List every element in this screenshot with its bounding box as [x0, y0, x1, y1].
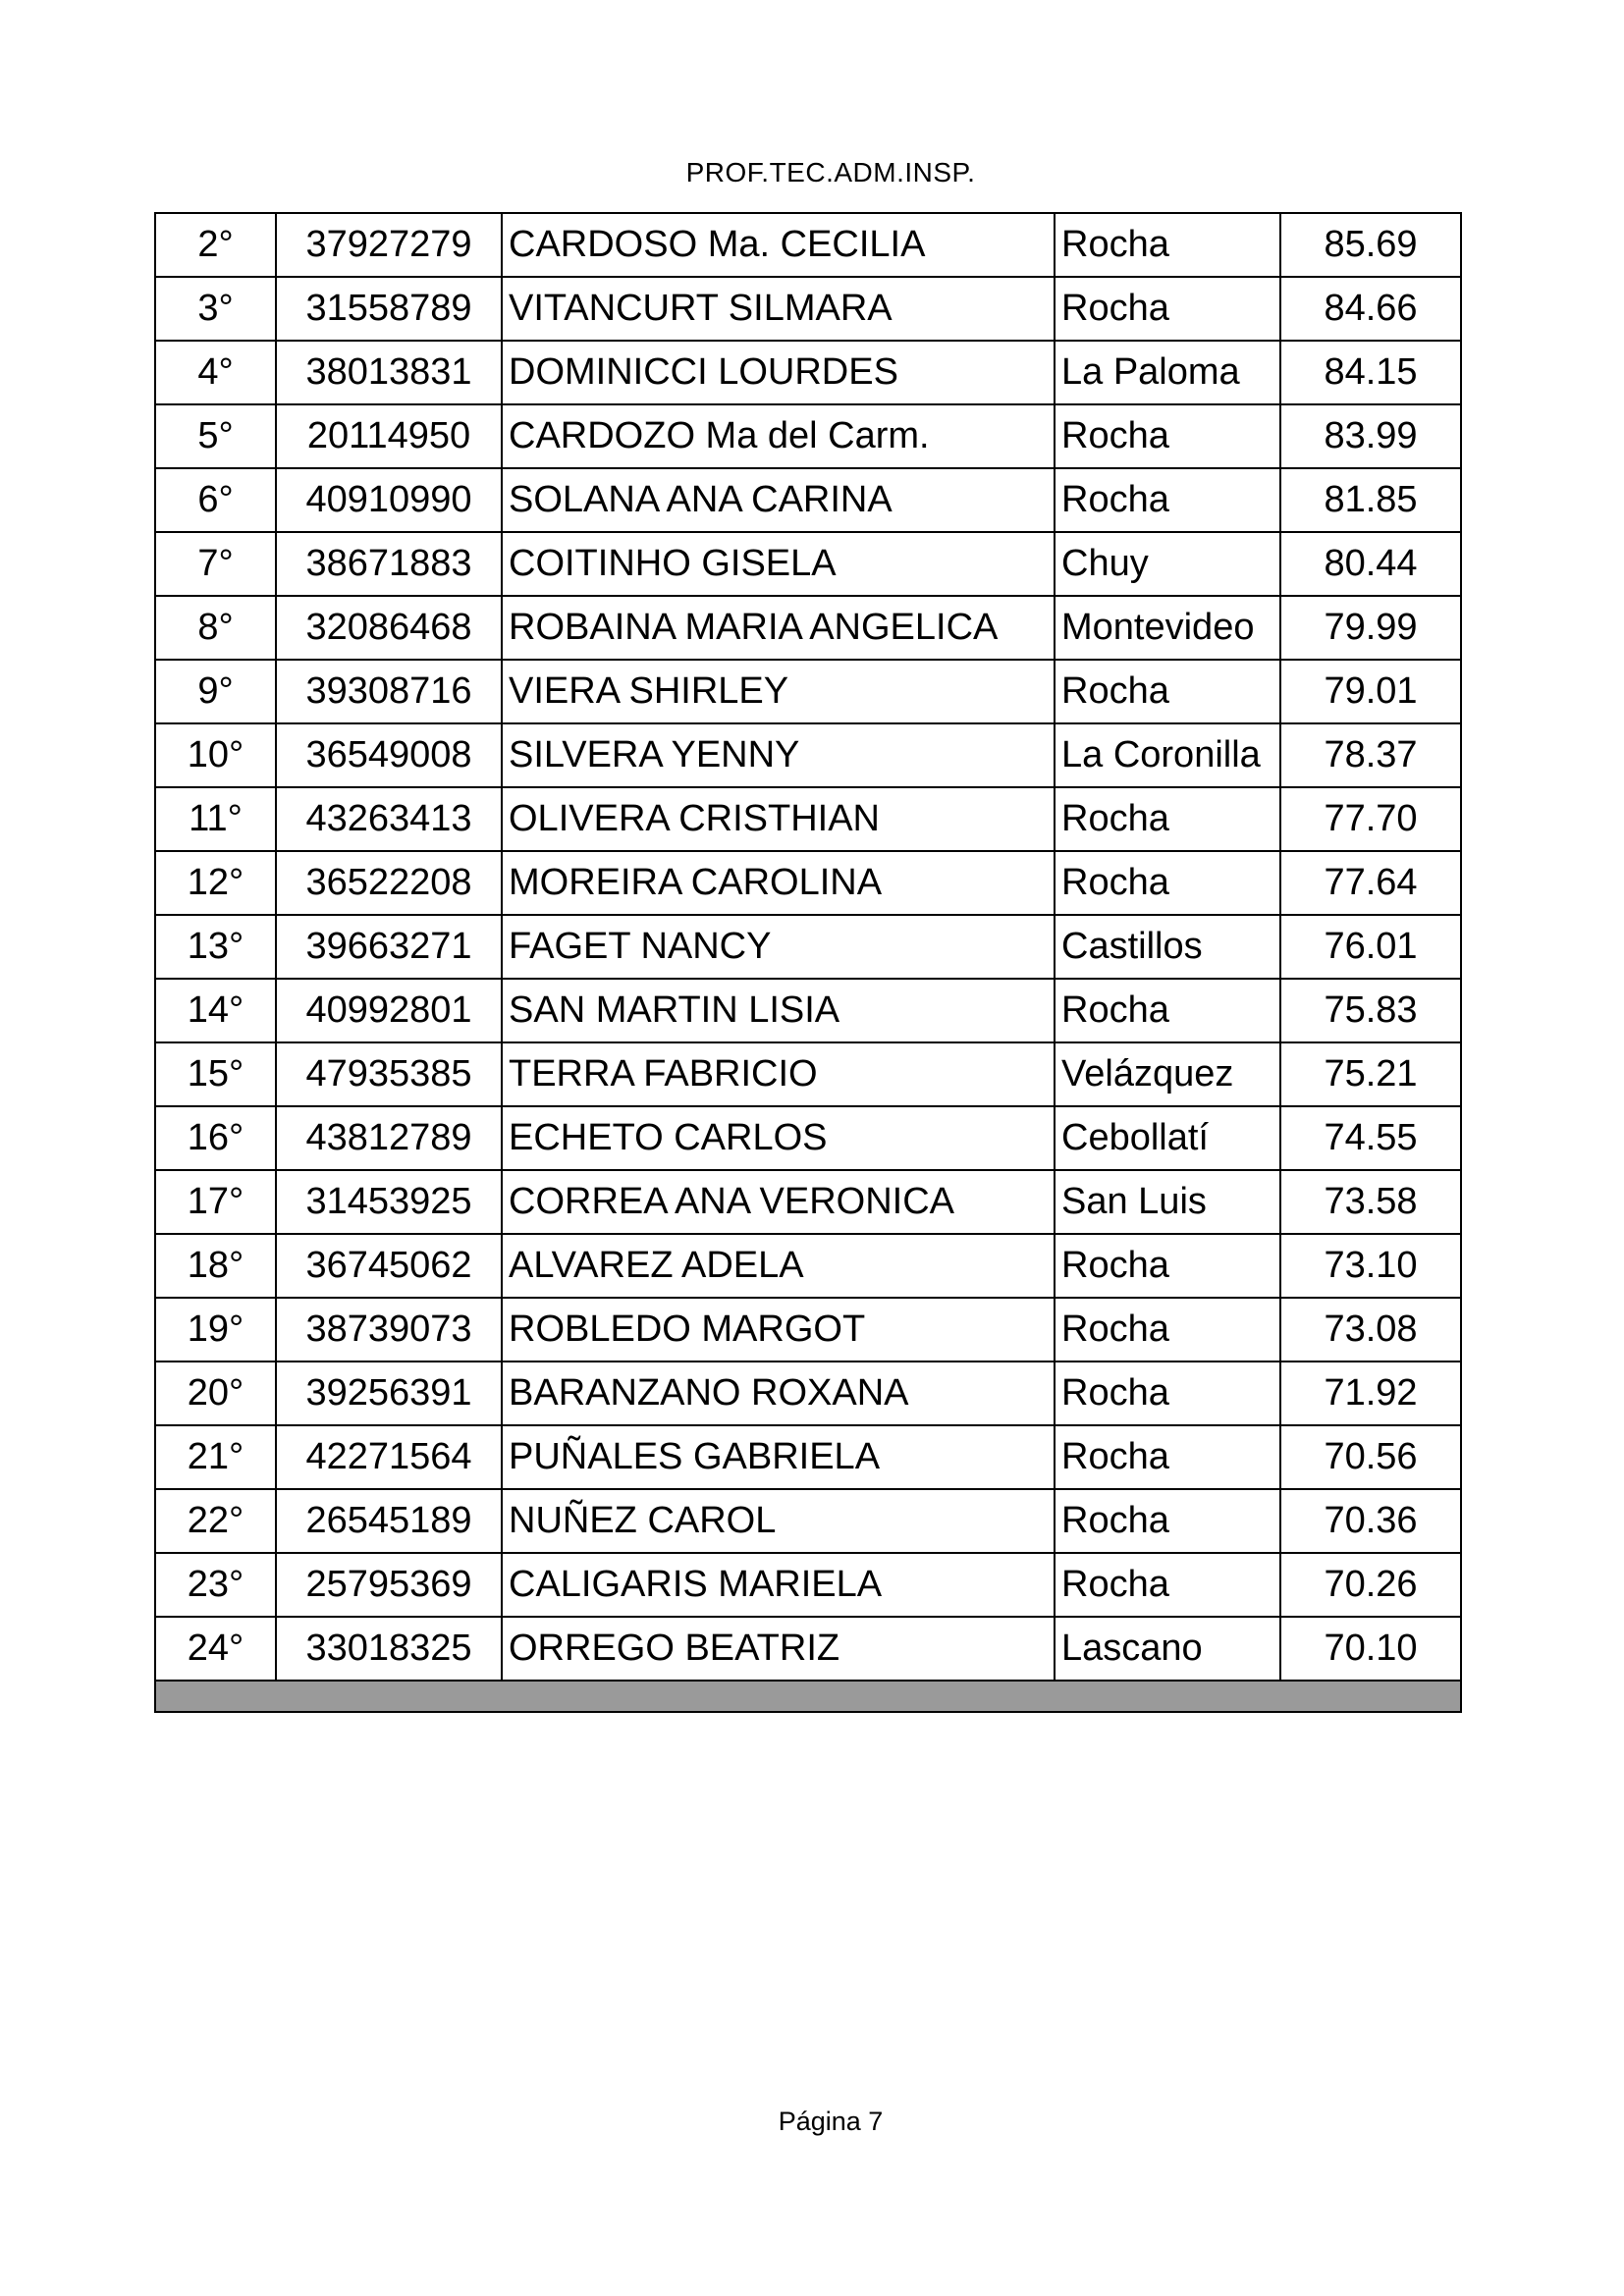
score-cell: 79.01	[1280, 660, 1461, 723]
id-cell: 42271564	[276, 1425, 502, 1489]
name-cell: OLIVERA CRISTHIAN	[502, 787, 1055, 851]
score-cell: 74.55	[1280, 1106, 1461, 1170]
id-cell: 32086468	[276, 596, 502, 660]
name-cell: TERRA FABRICIO	[502, 1042, 1055, 1106]
name-cell: DOMINICCI LOURDES	[502, 341, 1055, 404]
id-cell: 43812789	[276, 1106, 502, 1170]
location-cell: Rocha	[1055, 277, 1280, 341]
table-row	[155, 1298, 1461, 1362]
name-cell: MOREIRA CAROLINA	[502, 851, 1055, 915]
table-row	[155, 277, 1461, 341]
score-cell: 75.83	[1280, 979, 1461, 1042]
location-cell: Rocha	[1055, 1298, 1280, 1362]
table-row	[155, 1617, 1461, 1681]
score-cell: 84.15	[1280, 341, 1461, 404]
id-cell: 38739073	[276, 1298, 502, 1362]
name-cell: CARDOSO Ma. CECILIA	[502, 213, 1055, 277]
score-cell: 70.10	[1280, 1617, 1461, 1681]
table-row	[155, 660, 1461, 723]
rank-cell: 5°	[155, 404, 276, 468]
score-cell: 70.36	[1280, 1489, 1461, 1553]
table-row	[155, 1106, 1461, 1170]
rank-cell: 14°	[155, 979, 276, 1042]
rank-cell: 16°	[155, 1106, 276, 1170]
id-cell: 39308716	[276, 660, 502, 723]
id-cell: 36522208	[276, 851, 502, 915]
rank-cell: 15°	[155, 1042, 276, 1106]
table-row	[155, 1234, 1461, 1298]
id-cell: 39256391	[276, 1362, 502, 1425]
score-cell: 76.01	[1280, 915, 1461, 979]
page-title: PROF.TEC.ADM.INSP.	[685, 157, 976, 187]
table-end-bar-cell	[155, 1681, 1461, 1712]
name-cell: NUÑEZ CAROL	[502, 1489, 1055, 1553]
location-cell: Castillos	[1055, 915, 1280, 979]
score-cell: 85.69	[1280, 213, 1461, 277]
location-cell: Rocha	[1055, 660, 1280, 723]
location-cell: Montevideo	[1055, 596, 1280, 660]
name-cell: CORREA ANA VERONICA	[502, 1170, 1055, 1234]
score-cell: 84.66	[1280, 277, 1461, 341]
score-cell: 79.99	[1280, 596, 1461, 660]
score-cell: 78.37	[1280, 723, 1461, 787]
score-cell: 77.64	[1280, 851, 1461, 915]
id-cell: 20114950	[276, 404, 502, 468]
location-cell: Rocha	[1055, 787, 1280, 851]
table-row	[155, 851, 1461, 915]
location-cell: Rocha	[1055, 1553, 1280, 1617]
rank-cell: 23°	[155, 1553, 276, 1617]
score-cell: 70.26	[1280, 1553, 1461, 1617]
name-cell: VIERA SHIRLEY	[502, 660, 1055, 723]
table-row	[155, 532, 1461, 596]
rank-cell: 11°	[155, 787, 276, 851]
score-cell: 71.92	[1280, 1362, 1461, 1425]
location-cell: Rocha	[1055, 213, 1280, 277]
name-cell: BARANZANO ROXANA	[502, 1362, 1055, 1425]
rank-cell: 2°	[155, 213, 276, 277]
id-cell: 26545189	[276, 1489, 502, 1553]
rank-cell: 4°	[155, 341, 276, 404]
name-cell: SOLANA ANA CARINA	[502, 468, 1055, 532]
table-row	[155, 1489, 1461, 1553]
rank-cell: 9°	[155, 660, 276, 723]
table-row	[155, 979, 1461, 1042]
score-cell: 83.99	[1280, 404, 1461, 468]
name-cell: SAN MARTIN LISIA	[502, 979, 1055, 1042]
table-row	[155, 1362, 1461, 1425]
name-cell: COITINHO GISELA	[502, 532, 1055, 596]
location-cell: Velázquez	[1055, 1042, 1280, 1106]
location-cell: Rocha	[1055, 1425, 1280, 1489]
location-cell: Lascano	[1055, 1617, 1280, 1681]
id-cell: 38013831	[276, 341, 502, 404]
rank-cell: 17°	[155, 1170, 276, 1234]
score-cell: 75.21	[1280, 1042, 1461, 1106]
score-cell: 73.10	[1280, 1234, 1461, 1298]
rank-cell: 21°	[155, 1425, 276, 1489]
rank-cell: 12°	[155, 851, 276, 915]
score-cell: 80.44	[1280, 532, 1461, 596]
table-row	[155, 1170, 1461, 1234]
table-end-bar	[155, 1681, 1461, 1712]
id-cell: 31453925	[276, 1170, 502, 1234]
id-cell: 39663271	[276, 915, 502, 979]
rank-cell: 10°	[155, 723, 276, 787]
name-cell: FAGET NANCY	[502, 915, 1055, 979]
name-cell: CALIGARIS MARIELA	[502, 1553, 1055, 1617]
id-cell: 37927279	[276, 213, 502, 277]
location-cell: Rocha	[1055, 1489, 1280, 1553]
table-row	[155, 341, 1461, 404]
rank-cell: 20°	[155, 1362, 276, 1425]
rank-cell: 13°	[155, 915, 276, 979]
table-row	[155, 468, 1461, 532]
id-cell: 38671883	[276, 532, 502, 596]
id-cell: 25795369	[276, 1553, 502, 1617]
location-cell: San Luis	[1055, 1170, 1280, 1234]
rank-cell: 22°	[155, 1489, 276, 1553]
id-cell: 43263413	[276, 787, 502, 851]
location-cell: La Paloma	[1055, 341, 1280, 404]
table-row	[155, 1553, 1461, 1617]
name-cell: VITANCURT SILMARA	[502, 277, 1055, 341]
rank-cell: 8°	[155, 596, 276, 660]
rank-cell: 3°	[155, 277, 276, 341]
score-cell: 81.85	[1280, 468, 1461, 532]
rank-cell: 19°	[155, 1298, 276, 1362]
location-cell: Rocha	[1055, 404, 1280, 468]
results-table-body	[155, 213, 1461, 1712]
table-row	[155, 723, 1461, 787]
score-cell: 77.70	[1280, 787, 1461, 851]
id-cell: 36549008	[276, 723, 502, 787]
id-cell: 33018325	[276, 1617, 502, 1681]
table-row	[155, 404, 1461, 468]
location-cell: Rocha	[1055, 979, 1280, 1042]
rank-cell: 7°	[155, 532, 276, 596]
id-cell: 36745062	[276, 1234, 502, 1298]
name-cell: ORREGO BEATRIZ	[502, 1617, 1055, 1681]
table-row	[155, 1042, 1461, 1106]
name-cell: CARDOZO Ma del Carm.	[502, 404, 1055, 468]
name-cell: ALVAREZ ADELA	[502, 1234, 1055, 1298]
name-cell: SILVERA YENNY	[502, 723, 1055, 787]
location-cell: Rocha	[1055, 1362, 1280, 1425]
score-cell: 73.08	[1280, 1298, 1461, 1362]
table-row	[155, 213, 1461, 277]
id-cell: 40910990	[276, 468, 502, 532]
location-cell: Chuy	[1055, 532, 1280, 596]
rank-cell: 24°	[155, 1617, 276, 1681]
name-cell: PUÑALES GABRIELA	[502, 1425, 1055, 1489]
results-table	[154, 212, 1462, 1713]
location-cell: Rocha	[1055, 1234, 1280, 1298]
table-row	[155, 915, 1461, 979]
location-cell: Rocha	[1055, 468, 1280, 532]
id-cell: 31558789	[276, 277, 502, 341]
id-cell: 47935385	[276, 1042, 502, 1106]
location-cell: Rocha	[1055, 851, 1280, 915]
score-cell: 70.56	[1280, 1425, 1461, 1489]
name-cell: ROBLEDO MARGOT	[502, 1298, 1055, 1362]
location-cell: La Coronilla	[1055, 723, 1280, 787]
id-cell: 40992801	[276, 979, 502, 1042]
rank-cell: 6°	[155, 468, 276, 532]
table-row	[155, 787, 1461, 851]
page-number: Página 7	[778, 2107, 884, 2136]
score-cell: 73.58	[1280, 1170, 1461, 1234]
table-row	[155, 1425, 1461, 1489]
name-cell: ECHETO CARLOS	[502, 1106, 1055, 1170]
name-cell: ROBAINA MARIA ANGELICA	[502, 596, 1055, 660]
location-cell: Cebollatí	[1055, 1106, 1280, 1170]
table-row	[155, 596, 1461, 660]
rank-cell: 18°	[155, 1234, 276, 1298]
